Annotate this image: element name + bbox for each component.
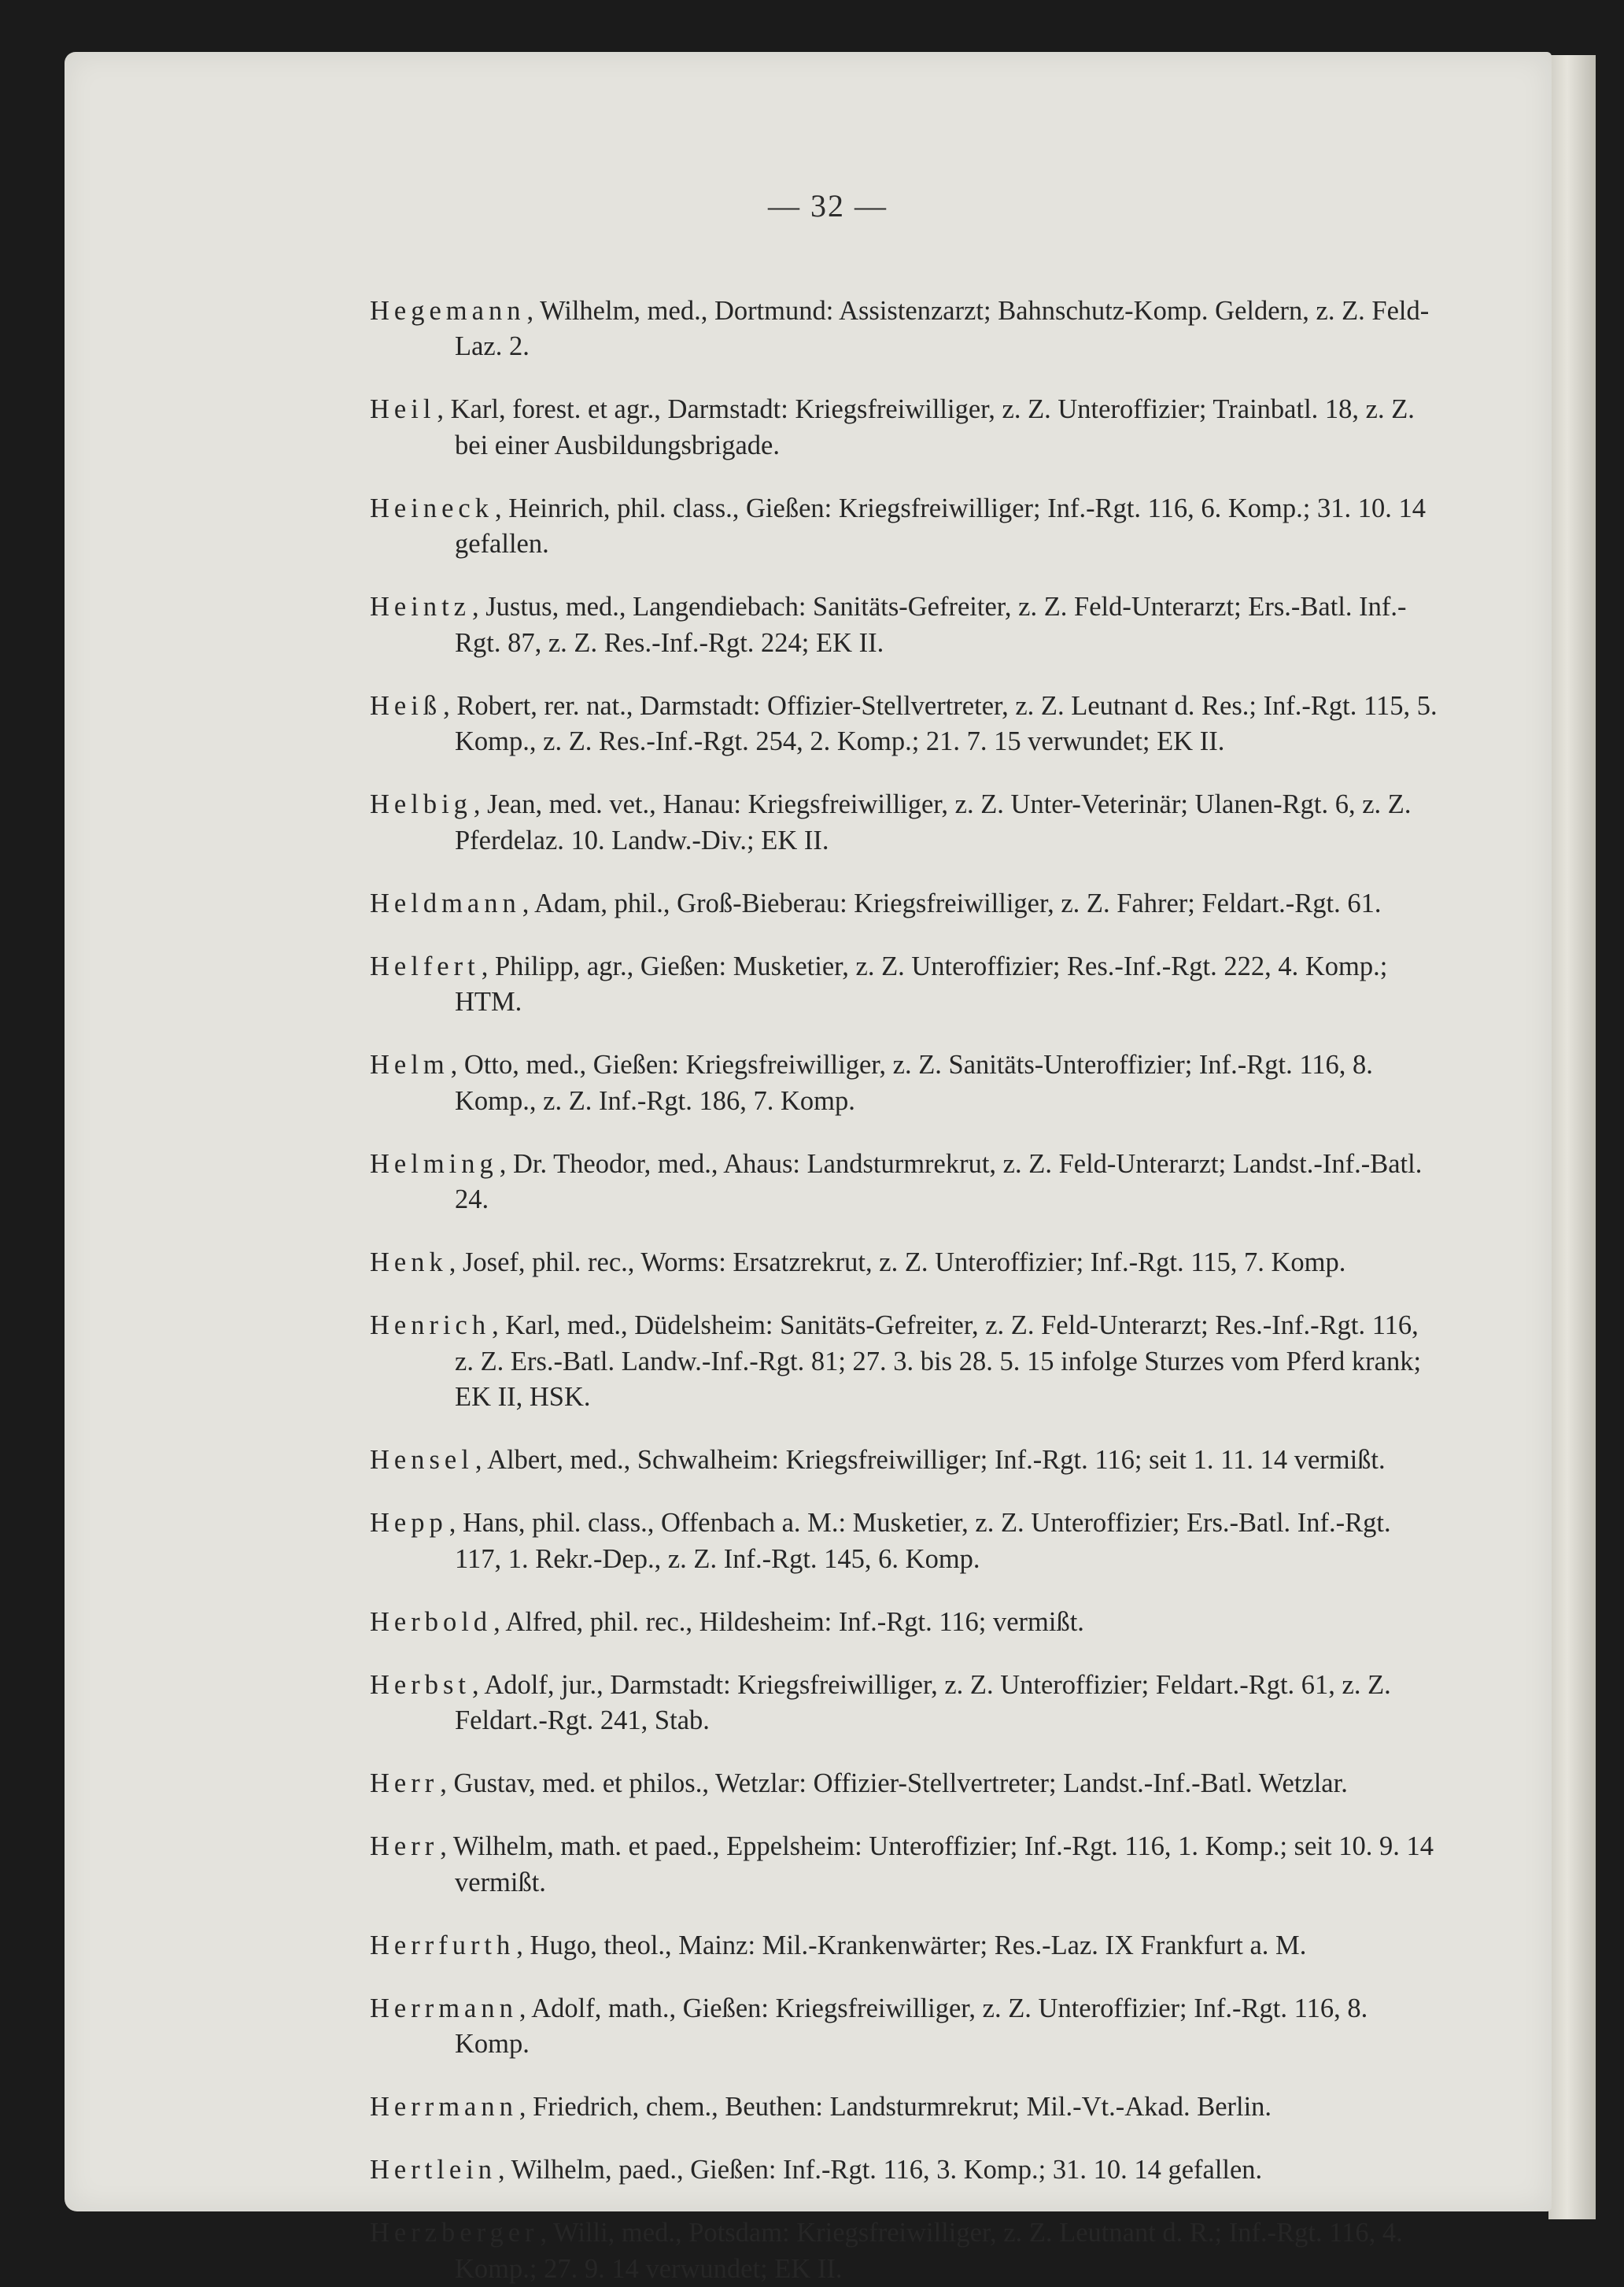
page-edge xyxy=(1548,55,1596,2219)
entry-surname: Helming xyxy=(370,1148,498,1179)
list-item xyxy=(370,1443,1441,1479)
page-number: — 32 — xyxy=(768,188,888,224)
list-item xyxy=(370,886,1441,922)
list-item xyxy=(370,1991,1441,2063)
entry-details: , Gustav, med. et philos., Wetzlar: Offizier-Stellvertreter; Landst.-Inf.-Batl. Wetzlar. xyxy=(440,1768,1348,1798)
list-item xyxy=(370,1605,1441,1641)
entry-surname: Heiß xyxy=(370,690,442,721)
entry-details: , Hans, phil. class., Offenbach a. M.: Musketier, z. Z. Unteroffizier; Ers.-Batl. Inf.-Rgt. 117, 1. Rekr.-Dep., z. Z. Inf.-Rgt. 145, 6. Komp. xyxy=(448,1508,1391,1574)
list-item xyxy=(370,1928,1441,1964)
list-item xyxy=(370,392,1441,464)
list-item xyxy=(370,2089,1441,2126)
entry-surname: Herr xyxy=(370,1831,439,1861)
entry-details: , Justus, med., Langendiebach: Sanitäts-Gefreiter, z. Z. Feld-Unterarzt; Ers.-Batl. Inf.-Rgt. 87, z. Z. Res.-Inf.-Rgt. 224; EK II. xyxy=(455,592,1407,658)
entry-details: , Wilhelm, paed., Gießen: Inf.-Rgt. 116, 3. Komp.; 31. 10. 14 gefallen. xyxy=(498,2155,1263,2185)
entry-details: , Friedrich, chem., Beuthen: Landsturmrekrut; Mil.-Vt.-Akad. Berlin. xyxy=(519,2092,1272,2122)
list-item xyxy=(370,1506,1441,1577)
list-item xyxy=(370,1047,1441,1119)
entry-surname: Herr xyxy=(370,1768,439,1798)
entry-details: , Jean, med. vet., Hanau: Kriegsfreiwilliger, z. Z. Unter-Veterinär; Ulanen-Rgt. 6, z. Z. Pferdelaz. 10. Landw.-Div.; EK II. xyxy=(455,789,1412,855)
entry-surname: Helm xyxy=(370,1050,449,1080)
entry-details: , Josef, phil. rec., Worms: Ersatzrekrut, z. Z. Unteroffizier; Inf.-Rgt. 115, 7. Komp. xyxy=(448,1247,1346,1277)
list-item xyxy=(370,1668,1441,1739)
entry-details: , Dr. Theodor, med., Ahaus: Landsturmrekrut, z. Z. Feld-Unterarzt; Landst.-Inf.-Batl. 24. xyxy=(455,1148,1423,1214)
entry-surname: Hegemann xyxy=(370,295,526,326)
list-item xyxy=(370,1245,1441,1281)
entry-details: , Robert, rer. nat., Darmstadt: Offizier-Stellvertreter, z. Z. Leutnant d. Res.; Inf.-Rgt. 115, 5. Komp., z. Z. Res.-Inf.-Rgt. 254, 2. Komp.; 21. 7. 15 verwundet; EK II. xyxy=(443,690,1438,756)
entry-surname: Hensel xyxy=(370,1445,474,1475)
entry-surname: Heineck xyxy=(370,493,493,523)
entry-surname: Herbold xyxy=(370,1606,493,1637)
entry-details: , Philipp, agr., Gießen: Musketier, z. Z. Unteroffizier; Res.-Inf.-Rgt. 222, 4. Komp.; HTM. xyxy=(455,951,1388,1017)
entry-details: , Otto, med., Gießen: Kriegsfreiwilliger, z. Z. Sanitäts-Unteroffizier; Inf.-Rgt. 116, 8. Komp., z. Z. Inf.-Rgt. 186, 7. Komp. xyxy=(450,1050,1373,1116)
entry-surname: Hertlein xyxy=(370,2155,497,2185)
entry-list xyxy=(370,266,1441,2287)
list-item xyxy=(370,689,1441,760)
entry-details: , Adolf, math., Gießen: Kriegsfreiwilliger, z. Z. Unteroffizier; Inf.-Rgt. 116, 8. Komp. xyxy=(455,1993,1368,2059)
list-item xyxy=(370,1829,1441,1901)
entry-details: , Hugo, theol., Mainz: Mil.-Krankenwärter; Res.-Laz. IX Frankfurt a. M. xyxy=(516,1930,1307,1960)
entry-details: , Heinrich, phil. class., Gießen: Kriegsfreiwilliger; Inf.-Rgt. 116, 6. Komp.; 31. 10. 14 gefallen. xyxy=(455,493,1426,559)
entry-surname: Hepp xyxy=(370,1508,448,1538)
list-item xyxy=(370,2215,1441,2287)
list-item xyxy=(370,2152,1441,2189)
entry-surname: Herrfurth xyxy=(370,1930,515,1960)
entry-surname: Helfert xyxy=(370,951,480,981)
list-item xyxy=(370,589,1441,661)
list-item xyxy=(370,1147,1441,1218)
list-item xyxy=(370,491,1441,563)
entry-details: , Karl, med., Düdelsheim: Sanitäts-Gefreiter, z. Z. Feld-Unterarzt; Res.-Inf.-Rgt. 116, z. Z. Ers.-Batl. Landw.-Inf.-Rgt. 81; 27. 3. bis 28. 5. 15 infolge Sturzes vom Pferd krank; EK II, HSK. xyxy=(455,1310,1422,1412)
entry-details: , Willi, med., Potsdam: Kriegsfreiwilliger, z. Z. Leutnant d. R.; Inf.-Rgt. 116, 4. Komp.; 27. 9. 14 verwundet; EK II. xyxy=(455,2218,1403,2284)
entry-surname: Helbig xyxy=(370,789,472,819)
entry-surname: Herzberger xyxy=(370,2218,539,2248)
list-item xyxy=(370,1766,1441,1802)
list-item xyxy=(370,949,1441,1021)
entry-details: , Adolf, jur., Darmstadt: Kriegsfreiwilliger, z. Z. Unteroffizier; Feldart.-Rgt. 61, z. Z. Feldart.-Rgt. 241, Stab. xyxy=(455,1669,1391,1735)
entry-surname: Heintz xyxy=(370,592,471,622)
entry-surname: Heldmann xyxy=(370,888,521,918)
entry-surname: Herrmann xyxy=(370,2092,518,2122)
entry-details: , Alfred, phil. rec., Hildesheim: Inf.-Rgt. 116; vermißt. xyxy=(493,1606,1084,1637)
entry-details: , Karl, forest. et agr., Darmstadt: Kriegsfreiwilliger, z. Z. Unteroffizier; Trainbatl. 18, z. Z. bei einer Ausbildungsbrigade. xyxy=(437,394,1415,460)
entry-surname: Henk xyxy=(370,1247,448,1277)
list-item xyxy=(370,294,1441,365)
entry-details: , Wilhelm, math. et paed., Eppelsheim: Unteroffizier; Inf.-Rgt. 116, 1. Komp.; seit 10. 9. 14 vermißt. xyxy=(440,1831,1434,1897)
entry-details: , Wilhelm, med., Dortmund: Assistenzarzt; Bahnschutz-Komp. Geldern, z. Z. Feld-Laz. 2. xyxy=(455,295,1430,361)
entry-details: , Adam, phil., Groß-Bieberau: Kriegsfreiwilliger, z. Z. Fahrer; Feldart.-Rgt. 61. xyxy=(522,888,1382,918)
entry-surname: Henrich xyxy=(370,1310,491,1340)
entry-surname: Heil xyxy=(370,394,436,424)
list-item xyxy=(370,787,1441,859)
entry-surname: Herrmann xyxy=(370,1993,518,2023)
entry-surname: Herbst xyxy=(370,1669,471,1700)
list-item xyxy=(370,1308,1441,1416)
entry-details: , Albert, med., Schwalheim: Kriegsfreiwilliger; Inf.-Rgt. 116; seit 1. 11. 14 vermißt. xyxy=(474,1445,1386,1475)
